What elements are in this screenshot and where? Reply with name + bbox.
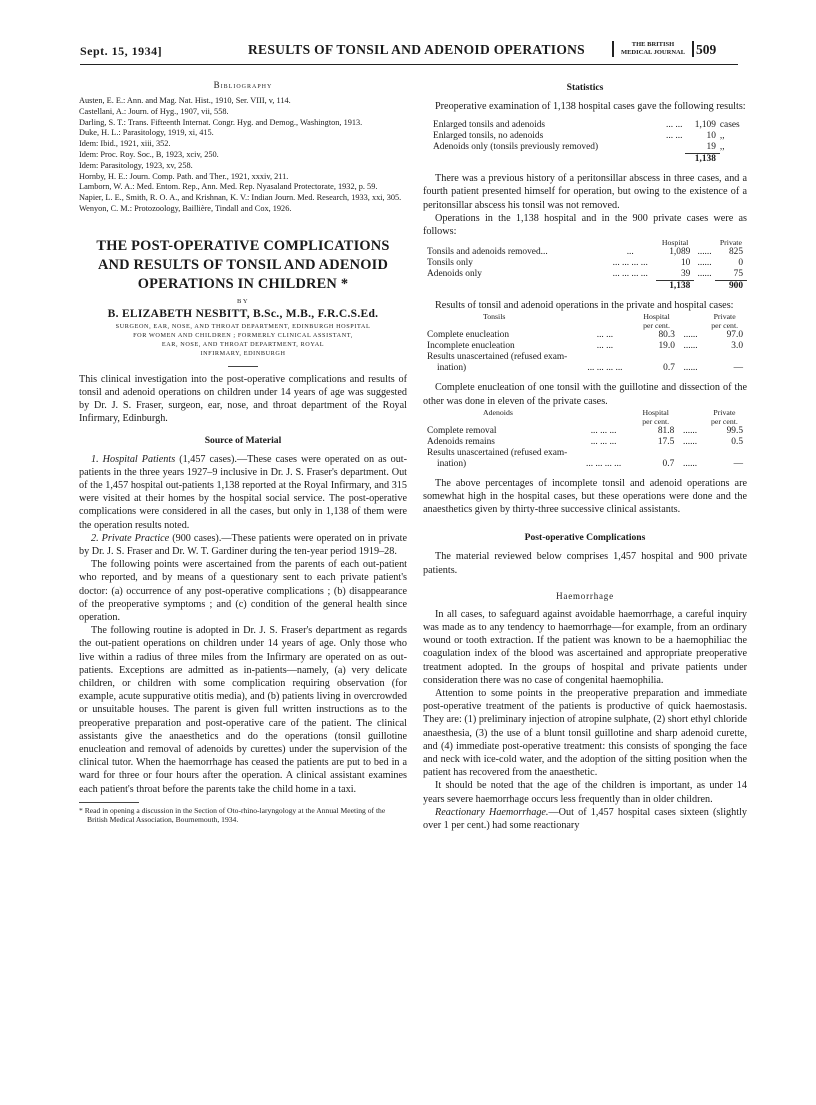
operations-table: Hospital Private Tonsils and adenoids removed... ... 1,089 ...... 825 Tonsils only ... ... ... ... 10 ...... 0 Adenoids only ... ... ... ... 39 ...... 75 1,138 900 <box>423 238 747 292</box>
bib-entry: Idem: Parasitology, 1923, xv, 258. <box>79 160 193 170</box>
paragraph-hospital-patients: 1. Hospital Patients (1,457 cases).—These cases were operated on as out-patients in the three years 1927–9 inclusive in Dr. J. S. Fraser's department. Out of the 1,457 hospital out-patients 1,138 reported at the Royal Infirmary, and 315 were visited at their homes by the hospital social service. The post-operative complications were considered in all the cases, but only in 1,138 of them were the operation results noted. <box>79 453 408 531</box>
table-row: Complete enucleation ... ... 80.3 ...... 97.0 <box>427 330 743 341</box>
title-separator <box>228 366 258 367</box>
journal-name: THE BRITISH MEDICAL JOURNAL <box>612 41 694 57</box>
paragraph-routine: The following routine is adopted in Dr. J. S. Fraser's department as regards the out-patient operations on children under 14 years of age. Only those who live within a radius of three miles from the Infirmary are operated on as out-patients. Exceptions are admitted as in-patients—namely, (a) very delicate children, or children with some complication requiring observation (for example, acute suppurative otitis media), and (b) patients living in overcrowded or unsuitable houses. The parent is given full written instructions as to the preoperative preparation and post-operative care of the patient. The clinical assistants give the anaesthetics and do the operations (tonsil guillotine enucleation and removal of adenoids by curettes) under the supervision of the clinical tutor. When the haemorrhage has ceased the patients are put to bed in a ward for three or four hours after the operation. A clinical assistant examines each patient's throat before the parents take the child home in a taxi. <box>79 625 407 795</box>
table-total-row: 1,138 900 <box>423 281 747 293</box>
table-row: Enlarged tonsils, no adenoids ... ... 10 ,, <box>433 131 725 142</box>
bibliography-title: Bibliography <box>213 80 273 90</box>
tonsils-table: Tonsils Hospital Private per cent. per cent. Complete enucleation ... ... 80.3 ...... 97.0 Incomplete enucleation ... ... 19.0 ...... 3.0 Results unascertained (refused exam- ination) ... ... ... ... 0.7 ...... — <box>423 312 747 374</box>
paragraph-results: Results of tonsil and adenoid operations in the private and hospital cases: <box>435 300 734 312</box>
running-header <box>80 38 738 68</box>
left-column <box>79 76 407 825</box>
section-heading-source: Source of Material <box>204 434 282 446</box>
footnote: * Read in opening a discussion in the Section of Oto-rhino-laryngology at the Annual Meeting of the British Medical Association, Bournemouth, 1934. <box>79 805 386 825</box>
bib-entry: Darling, S. T.: Trans. Fifteenth Internat. Congr. Hyg. and Demog., Washington, 1913. <box>79 117 363 127</box>
section-heading-statistics: Statistics <box>566 82 604 93</box>
table-row: Tonsils only ... ... ... ... 10 ...... 0 <box>427 258 743 269</box>
bibliography-list <box>79 96 407 215</box>
paragraph-reactionary: Reactionary Haemorrhage.—Out of 1,457 hospital cases sixteen (slightly over 1 per cent.) had some reactionary <box>423 806 747 832</box>
page-number: 509 <box>696 42 717 57</box>
intro-paragraph: This clinical investigation into the post-operative complications and results of tonsil and adenoid operations on children under 14 years of age was suggested by Dr. J. S. Fraser, surgeon, ear, nose, and throat department of the Royal Infirmary, Edinburgh. <box>79 373 407 425</box>
paragraph-haemorrhage-inquiry: In all cases, to safeguard against avoidable haemorrhage, a careful inquiry was made as to any tendency to haemorrhage—for example, from an ordinary wound or tooth extraction. If the patient was known to be a haemophiliac the coagulation index of the blood was ascertained and appropriate preoperative treatment adopted. In the groups of hospital and private patients under consideration there was no case of congenital haemophilia. <box>423 608 747 686</box>
bib-entry: Hornby, H. E.: Journ. Comp. Path. and Ther., 1921, xxxiv, 211. <box>79 171 289 181</box>
bib-entry: Duke, H. L.: Parasitology, 1919, xi, 415. <box>79 128 214 138</box>
paragraph-guillotine: Complete enucleation of one tonsil with the guillotine and dissection of the other was done in eleven of the private cases. <box>423 382 747 407</box>
bib-entry: Lamborn, W. A.: Med. Entom. Rep., Ann. Med. Rep. Nyasaland Protectorate, 1932, p. 59. <box>79 182 378 192</box>
bib-entry: Idem: Proc. Roy. Soc., B, 1923, xciv, 250. <box>79 149 219 159</box>
bib-entry: Wenyon, C. M.: Protozoology, Baillière, Tindall and Cox, 1926. <box>79 203 292 213</box>
paragraph-private-practice: 2. Private Practice (900 cases).—These patients were operated on in private by Dr. J. S. Fraser and Dr. W. T. Gardiner during the ten-year period 1919–28. <box>79 532 407 557</box>
table-row: Complete removal ... ... ... 81.8 ...... 99.5 <box>427 425 743 436</box>
author-name: B. ELIZABETH NESBITT, B.Sc., M.B., F.R.C.S.Ed. <box>107 307 379 320</box>
table-row: ination) ... ... ... ... 0.7 ...... — <box>437 363 743 374</box>
table-row: Incomplete enucleation ... ... 19.0 ...... 3.0 <box>427 341 743 352</box>
preoperative-table <box>423 120 747 165</box>
paragraph-age: It should be noted that the age of the children is important, as under 14 years severe haemorrhage occurs less frequently than in older children. <box>423 780 747 805</box>
table-row: Adenoids remains ... ... ... 17.5 ...... 0.5 <box>427 436 743 447</box>
paragraph-haemostasis: Attention to some points in the preoperative preparation and immediate post-operative treatment of the patients is productive of quick haemostasis. They are: (1) preliminary injection of atropine sulphate, (2) short ethyl chloride anaesthesia, (3) the use of a blunt tonsil guillotine and sharp adenoid curette, and (4) immediate post-operative treatment: this consists of sponging the face and neck with ice-cold water, and the adoption of the sitting position when the patient has recovered from the anaesthetic. <box>423 688 747 779</box>
issue-date: Sept. 15, 1934] <box>80 44 163 58</box>
right-column <box>423 76 747 832</box>
table-row: Adenoids only ... ... ... ... 39 ...... 75 <box>427 269 743 280</box>
bib-entry: Idem: Ibid., 1921, xiii, 352. <box>79 139 171 149</box>
byline-by: BY <box>236 297 250 305</box>
table-row: ination) ... ... ... ... 0.7 ...... — <box>437 458 743 469</box>
subheading-haemorrhage: Haemorrhage <box>556 590 614 601</box>
running-title: RESULTS OF TONSIL AND ADENOID OPERATIONS <box>248 42 585 57</box>
table-row: Tonsils and adenoids removed... ... 1,089 ...... 825 <box>427 247 743 258</box>
section-heading-complications: Post-operative Complications <box>524 532 646 544</box>
bib-entry: Napier, L. E., Smith, R. O. A., and Krishnan, K. V.: Indian Journ. Med. Research, 1933, xxi, 305. <box>79 193 402 203</box>
table-row: Adenoids only (tonsils previously removed) 19 ,, <box>433 142 725 153</box>
footnote-rule <box>79 802 139 803</box>
paragraph-points: The following points were ascertained from the parents of each out-patient who reported, and by means of a questionary sent to each private patient's doctor: (a) occurrence of any post-operative complications ; (b) disappearance of the preoperative symptoms ; and (c) condition of the general health since operation. <box>79 559 407 624</box>
paragraph-percentages: The above percentages of incomplete tonsil and adenoid operations are somewhat high in the hospital cases, but these operations were done and the anaesthetics given by thirty-three successive clinical assistants. <box>423 477 747 516</box>
table-row: Results unascertained (refused exam- <box>427 447 568 458</box>
table-row: Results unascertained (refused exam- <box>427 352 568 363</box>
article-title: THE POST-OPERATIVE COMPLICATIONS AND RESULTS OF TONSIL AND ADENOID OPERATIONS IN CHILDREN * <box>96 237 390 292</box>
table-total-row: 1,138 <box>423 154 747 166</box>
adenoids-table: Adenoids Hospital Private per cent. per cent. Complete removal ... ... ... 81.8 ...... 99.5 Adenoids remains ... ... ... 17.5 ...... 0.5 Results unascertained (refused exam- ination) ... ... ... ... 0.7 ...... — <box>423 408 747 470</box>
author-affiliation: SURGEON, EAR, NOSE, AND THROAT DEPARTMENT, EDINBURGH HOSPITAL FOR WOMEN AND CHILDREN ; FORMERLY CLINICAL ASSISTANT, EAR, NOSE, AND THROAT DEPARTMENT, ROYAL INFIRMARY, EDINBURGH <box>115 322 371 357</box>
stats-intro: Preoperative examination of 1,138 hospital cases gave the following results: <box>435 101 746 112</box>
header-rule <box>80 64 738 65</box>
bib-entry: Castellani, A.: Journ. of Hyg., 1907, vii, 558. <box>79 106 229 116</box>
complications-intro: The material reviewed below comprises 1,457 hospital and 900 private patients. <box>423 551 747 576</box>
table-row: Enlarged tonsils and adenoids ... ... 1,109 cases <box>433 120 740 131</box>
bib-entry: Austen, E. E.: Ann. and Mag. Nat. Hist., 1910, Ser. VIII, v, 114. <box>79 96 291 105</box>
paragraph-operations: Operations in the 1,138 hospital and in the 900 private cases were as follows: <box>423 212 747 238</box>
paragraph-abscess: There was a previous history of a peritonsillar abscess in three cases, and a fourth patient presented himself for operation, but owing to the existence of a peritonsillar abscess his tonsil was not removed. <box>423 173 747 211</box>
